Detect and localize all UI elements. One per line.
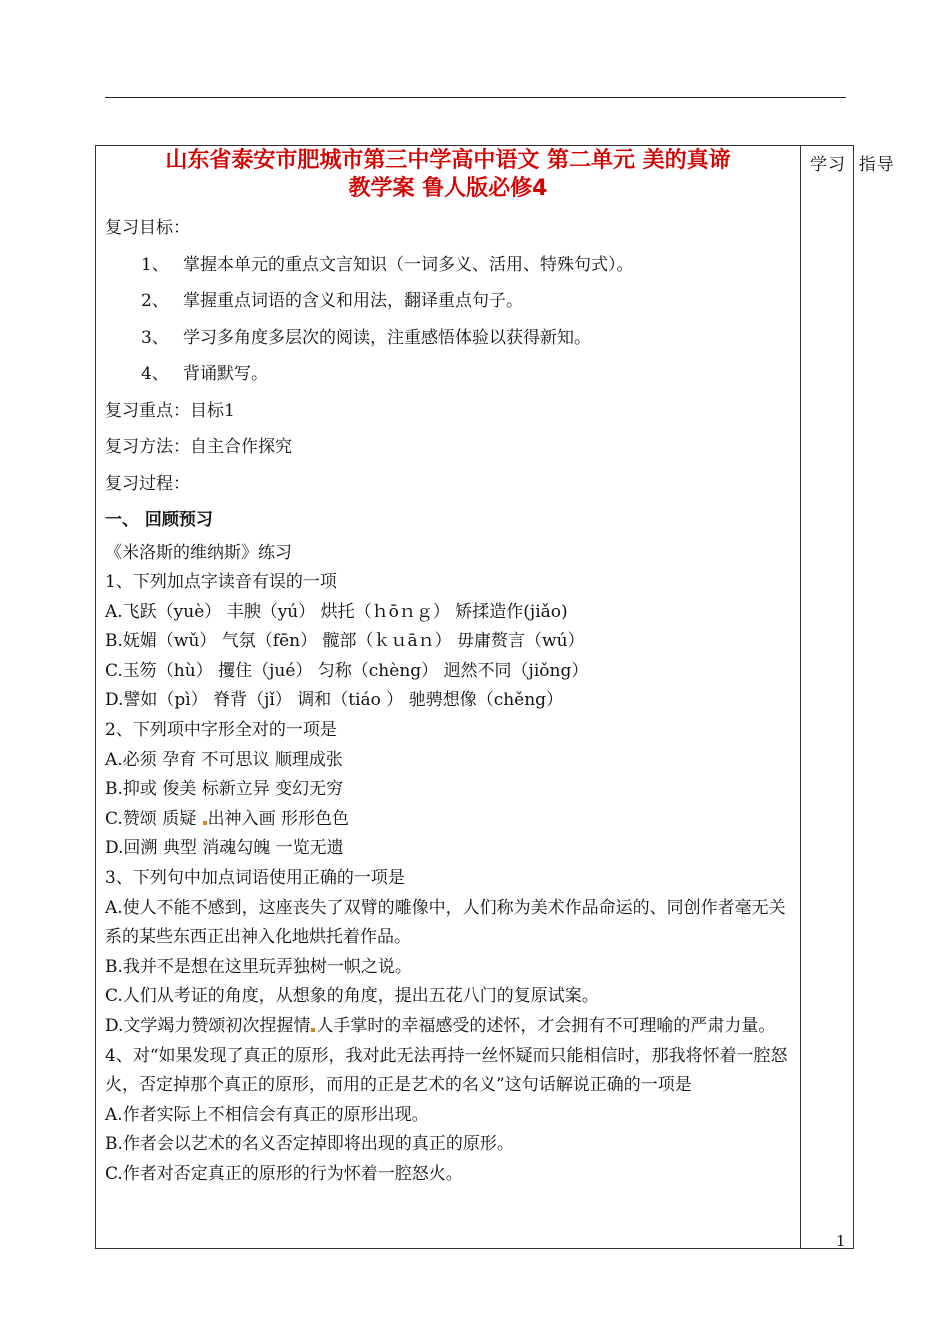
option-text: 人手掌时的幸福感受的述怀，才会拥有不可理喻的严肃力量。: [316, 1016, 776, 1036]
question-1-stem: 1、下列加点字读音有误的一项: [105, 572, 337, 593]
question-2-option-a: A.必须 孕育 不可思议 顺理成张: [105, 749, 343, 770]
goal-number: 1、: [141, 254, 169, 275]
option-text: C.赞颂 质疑: [105, 808, 202, 829]
goal-item: [105, 320, 795, 357]
dot-marker: [311, 1028, 315, 1032]
question-4-option-b: B.作者会以艺术的名义否定掉即将出现的真正的原形。: [105, 1134, 514, 1155]
question-1-option-c: C.玉笏（hù） 攫住（jué） 匀称（chèng） 迥然不同（jiǒng）: [105, 660, 589, 681]
question-3-option-c: C.人们从考证的角度，从想象的角度，提出五花八门的复原试案。: [105, 986, 599, 1007]
header-rule: [105, 97, 846, 98]
option-text: 出神入画 形形色色: [207, 808, 350, 829]
goal-text: 学习多角度多层次的阅读，注重感悟体验以获得新知。: [183, 327, 591, 348]
goal-number: 2、: [141, 291, 169, 311]
option-text: D.文学竭力赞颂初次捏握情: [105, 1016, 311, 1036]
section-heading: 一、 回顾预习: [105, 510, 213, 530]
question-1-option-a: A.飞跃（yuè） 丰腴（yú） 烘托（ｈōｎｇ） 矫揉造作(jiǎo): [105, 601, 568, 622]
goals-label: 复习目标：: [105, 218, 190, 238]
goal-item: [105, 283, 795, 320]
question-3-option-b: B.我并不是想在这里玩弄独树一帜之说。: [105, 956, 412, 977]
question-4-option-c: C.作者对否定真正的原形的行为怀着一腔怒火。: [105, 1163, 463, 1184]
question-2-option-c: [105, 805, 795, 835]
question-2-option-d: D.回溯 典型 消魂勾魄 一览无遗: [105, 838, 344, 859]
question-3-option-a: A.使人不能不感到，这座丧失了双臂的雕像中，人们称为美术作品命运的、同创作者毫无关系的某些东西正出神入化地烘托着作品。: [105, 897, 786, 948]
goal-number: 3、: [141, 327, 169, 348]
question-2-option-b: B.抑或 俊美 标新立异 变幻无穷: [105, 779, 344, 800]
review-process: 复习过程：: [105, 473, 190, 494]
exercise-title: 《米洛斯的维纳斯》练习: [105, 542, 292, 563]
goal-item: [105, 356, 795, 393]
review-method: 复习方法：自主合作探究: [105, 437, 292, 457]
page-number: 1: [836, 1232, 846, 1250]
question-1-option-b: B.妩媚（wǔ） 气氛（fēn） 髋部（ｋｕāｎ） 毋庸赘言（wú）: [105, 631, 585, 652]
title-line-2: 教学案 鲁人版必修4: [348, 176, 548, 201]
goal-item: [105, 247, 795, 284]
title-line-1: 山东省泰安市肥城市第三中学高中语文 第二单元 美的真谛: [165, 148, 731, 173]
question-3-stem: 3、下列句中加点词语使用正确的一项是: [105, 868, 405, 889]
question-4-option-a: A.作者实际上不相信会有真正的原形出现。: [105, 1104, 429, 1125]
side-column-label: 学习 指导: [810, 155, 895, 175]
goal-text: 背诵默写。: [183, 364, 268, 384]
question-1-option-d: D.譬如（pì） 脊背（jǐ） 调和（tiáo ） 驰骋想像（chěng）: [105, 690, 564, 711]
main-content: [105, 210, 795, 1190]
document-title: [100, 147, 796, 203]
column-divider: [800, 145, 801, 1249]
review-focus: 复习重点：目标1: [105, 400, 235, 421]
goal-number: 4、: [141, 364, 169, 384]
goal-text: 掌握重点词语的含义和用法，翻译重点句子。: [183, 291, 523, 311]
dot-marker: [203, 821, 207, 825]
question-3-option-d: [105, 1012, 795, 1042]
question-4-stem: 4、对“如果发现了真正的原形，我对此无法再持一丝怀疑而只能相信时，那我将怀着一腔怒火，否定掉那个真正的原形，而用的正是艺术的名义”这句话解说正确的一项是: [105, 1045, 788, 1096]
goal-text: 掌握本单元的重点文言知识（一词多义、活用、特殊句式）。: [183, 254, 634, 275]
question-2-stem: 2、下列项中字形全对的一项是: [105, 720, 337, 741]
